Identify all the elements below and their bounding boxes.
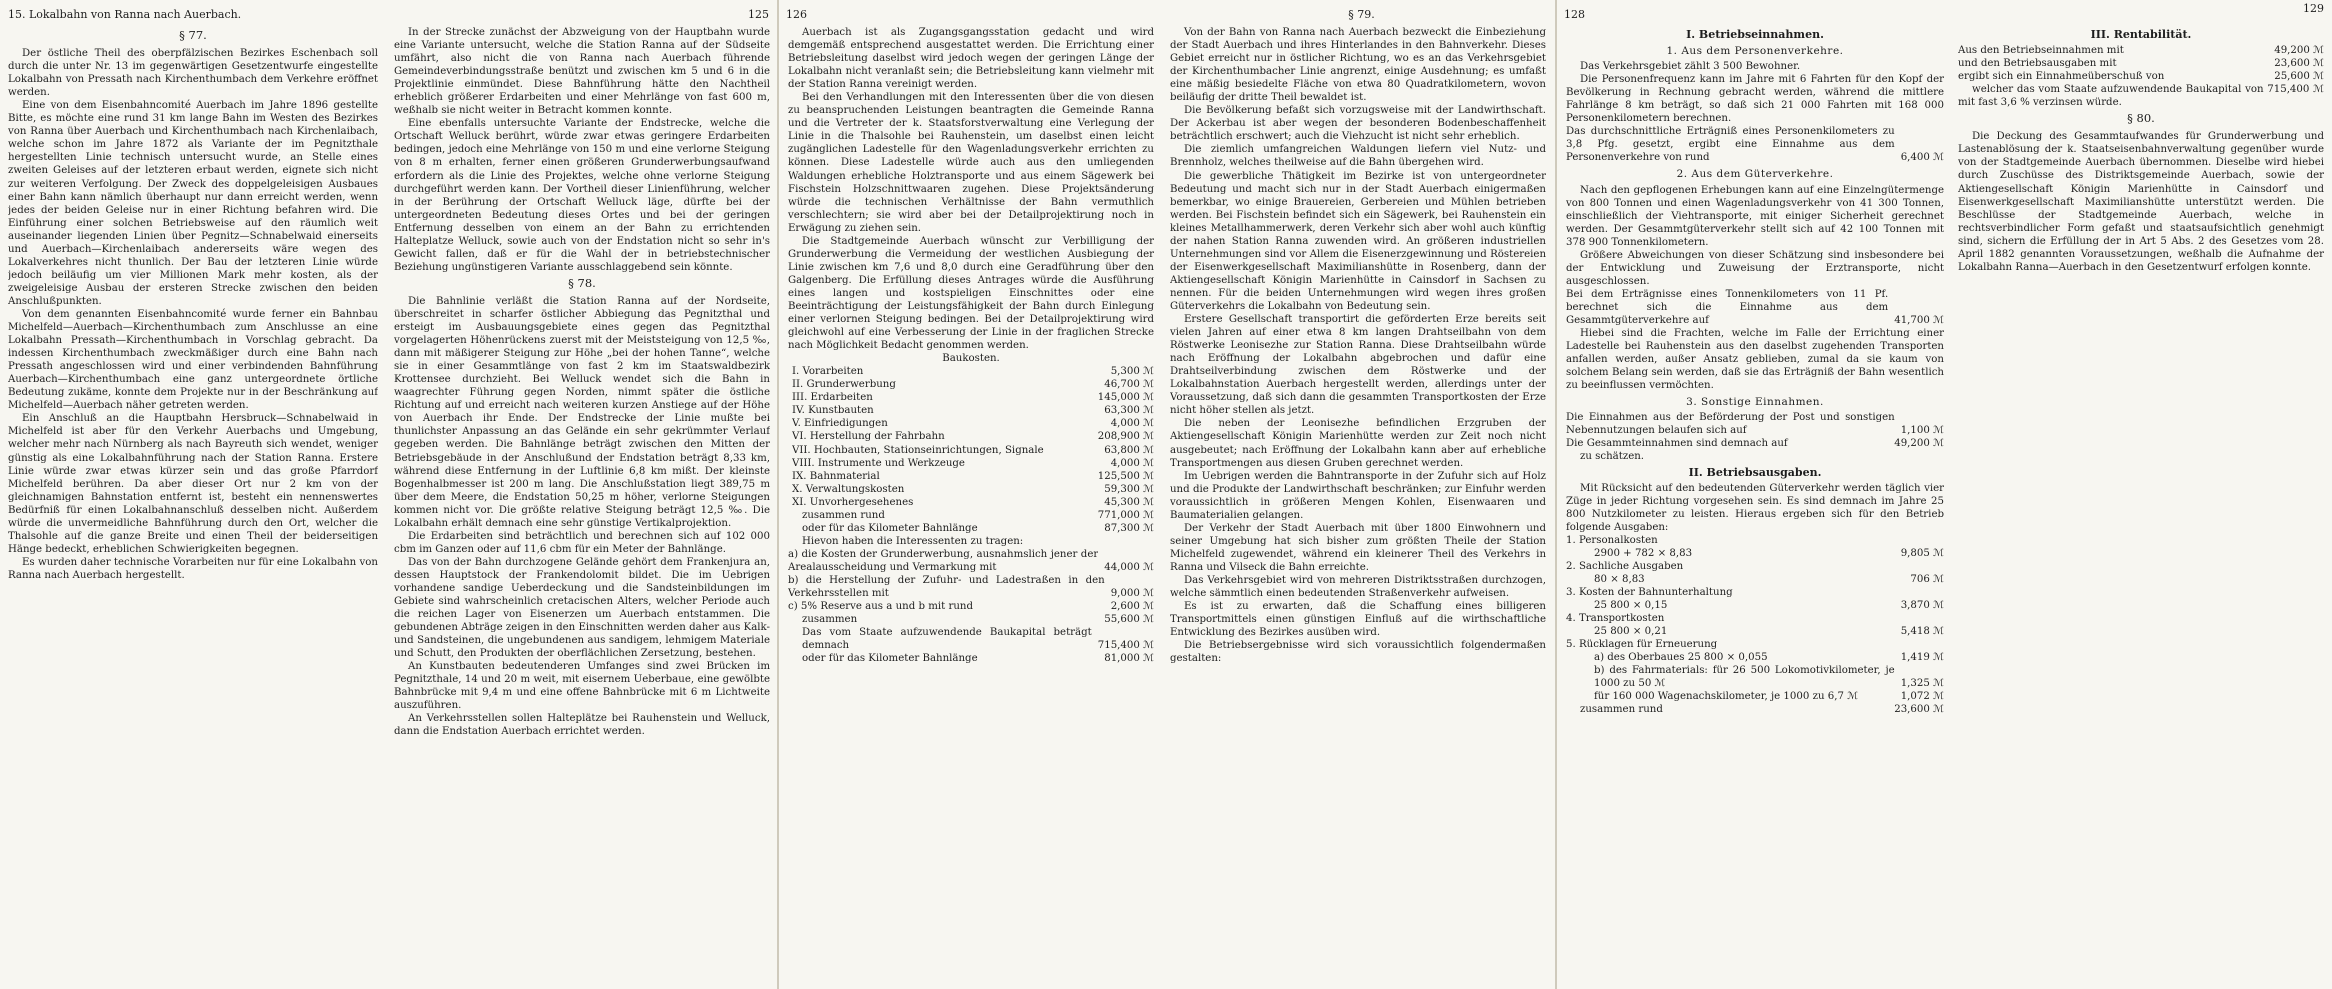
paragraph: zu schätzen. [1580, 451, 1645, 463]
row-label: 80 × 8,83 [1594, 573, 1645, 585]
total-row [788, 652, 1154, 665]
section-heading: I. Betriebseinnahmen. [1686, 28, 1824, 41]
total-row [788, 626, 1154, 652]
cost-amount: 145,000 ℳ [1097, 392, 1154, 404]
paragraph: Die Personenfrequenz kann im Jahre mit 6 Fahrten für den Kopf der Bevölkerung in Rechnung gebracht werden, während die mittlere Fahrlänge 8 km beträgt, so daß sich 21 000 Fahrten mit 168 000 Personenkilometern berechnen. [1566, 74, 1944, 125]
row-label: Bei dem Erträgnisse eines Tonnenkilometers von 11 Pf. berechnet sich die Einnahme aus dem Gesammtgüterverkehre auf [1566, 288, 1889, 326]
row-value: 9,000 ℳ [1110, 588, 1154, 600]
row-label: 25 800 × 0,15 [1594, 599, 1668, 611]
row-label: oder für das Kilometer Bahnlänge [802, 522, 978, 534]
table-caption: Baukosten. [942, 353, 1000, 365]
paragraph: An Kunstbauten bedeutenderen Umfanges sind zwei Brücken im Pegnitzthale, 14 und 20 m weit, mit eisernem Ueberbaue, eine gewölbte Bahnbrücke mit 9,4 m und eine offene Bahnbrücke mit 6 m Lichtweite auszuführen. [394, 661, 770, 712]
row-value: 3,870 ℳ [1900, 599, 1944, 611]
page-header [786, 8, 1547, 24]
paragraph: Die Erdarbeiten sind beträchtlich und berechnen sich auf 102 000 cbm im Ganzen oder auf 11,6 cbm für ein Meter der Bahnlänge. [394, 530, 770, 555]
paragraph: Der östliche Theil des oberpfälzischen Bezirkes Eschenbach soll durch die unter Nr. 13 im gegenwärtigen Gesetzentwurfe eingestellte Lokalbahn von Pressath nach Kirchenthumbach dem Verkehre eröffnet werden. [8, 48, 378, 99]
cost-amount: 63,300 ℳ [1104, 405, 1154, 417]
cost-item: X. Verwaltungskosten [792, 483, 905, 495]
paragraph: Die Bevölkerung befaßt sich vorzugsweise mit der Landwirthschaft. Der Ackerbau ist aber wegen der besonderen Bodenbeschaffenheit beträchtlich erschwert; auch die Viehzucht ist nicht sehr erheblich. [1170, 105, 1546, 143]
cost-row [792, 444, 1154, 457]
amount-row [1566, 651, 1944, 664]
row-value: 23,600 ℳ [2274, 58, 2324, 70]
amount-row [788, 574, 1154, 600]
amount-row [1566, 612, 1944, 625]
total-row [1566, 703, 1944, 716]
amount-row [1566, 625, 1944, 638]
subsection-heading: 2. Aus dem Güterverkehre. [1676, 168, 1834, 181]
total-row [788, 522, 1154, 535]
paragraph: Erstere Gesellschaft transportirt die geförderten Erze bereits seit vielen Jahren auf einer etwa 8 km langen Drahtseilbahn von dem Röstwerke Leonisezhe zur Station Ranna. Diese Drahtseilbahn würde nach Eröffnung der Lokalbahn abgebrochen und dafür eine Drahtseilverbindung zwischen dem Röstwerke und der Lokalbahnstation Auerbach hergestellt werden, allerdings unter der Voraussetzung, daß sich dann die gesammten Transportkosten der Erze nicht höher stellen als jetzt. [1170, 314, 1546, 417]
page-number-corner: 129 [2303, 2, 2324, 15]
cost-amount: 45,300 ℳ [1104, 496, 1154, 508]
cost-amount: 4,000 ℳ [1110, 418, 1154, 430]
row-label: zusammen rund [1580, 704, 1663, 716]
paragraph: Von dem genannten Eisenbahncomité wurde ferner ein Bahnbau Michelfeld—Auerbach—Kirchenthumbach zum Anschlusse an eine Lokalbahn Pressath—Kirchenthumbach in Vorschlag gebracht. Da indessen Kirchenthumbach zweckmäßiger durch eine Bahn nach Pressath angeschlossen wird und einer verbindenden Bahnführung Auerbach—Kirchenthumbach eine ganz untergeordnete örtliche Bedeutung zukäme, konnte dem Projekte nur in der Beschränkung auf Michelfeld—Auerbach näher getreten werden. [8, 308, 378, 412]
cost-item: IV. Kunstbauten [792, 405, 874, 417]
row-value: 1,325 ℳ [1900, 678, 1944, 690]
paragraph: Mit Rücksicht auf den bedeutenden Güterverkehr werden täglich vier Züge in jeder Richtung vorgesehen sein. Es sind demnach im Jahre 25 800 Nutzkilometer zu leisten. Hieraus ergeben sich für den Betrieb folgende Ausgaben: [1566, 482, 1944, 533]
cost-item: VI. Herstellung der Fahrbahn [792, 431, 945, 443]
cost-row [792, 365, 1154, 378]
amount-row [1566, 690, 1944, 703]
amount-row [788, 600, 1154, 613]
row-label: und den Betriebsausgaben mit [1958, 58, 2117, 70]
section-heading: II. Betriebsausgaben. [1688, 465, 1822, 479]
amount-row [1566, 664, 1944, 690]
row-value: 25,600 ℳ [2274, 71, 2324, 83]
amount-row [1566, 411, 1944, 437]
paragraph: Die Stadtgemeinde Auerbach wünscht zur Verbilligung der Grunderwerbung die Vermeidung der westlichen Ausbiegung der Linie zwischen km 7,6 und 8,0 durch eine Geradführung über den Galgenberg. Die Erfüllung dieses Antrages würde die Ausführung eines langen und kostspieligen Einschnittes oder eine Beeinträchtigung der Leistungsfähigkeit der Bahn durch Einlegung einer verlornen Steigung bedingen. Bei der Detailprojektirung wird gleichwohl auf eine Verbesserung der Linie in der fraglichen Strecke nach Möglichkeit Bedacht genommen werden. [788, 235, 1154, 352]
cost-item: II. Grunderwerbung [792, 379, 896, 391]
page-125 [0, 0, 777, 989]
paragraph: Eine von dem Eisenbahncomité Auerbach im Jahre 1896 gestellte Bitte, es möchte eine rund 31 km lange Bahn im Westen des Bezirkes von Ranna über Auerbach und Kirchenthumbach nach Kirchenlaibach, welche schon im Jahre 1872 als Variante der im Pegnitzthale hergestellten Linie technisch untersucht wurde, an Stelle eines zweiten Geleises auf der letzteren erbaut werden, eignete sich nicht zur weiteren Verfolgung. Der Zweck des doppelgeleisigen Ausbaues einer Bahn kann nämlich überhaupt nur dann erreicht werden, wenn jedes der beiden Geleise nur in einer Richtung befahren wird. Die Einführung einer solchen Betriebsweise auf den räumlich weit auseinander liegenden Linien über Pegnitz—Schnabelwaid einerseits und Auerbach—Kirchenlaibach andererseits wäre wegen des Lokalverkehres nicht thunlich. Der Bau der letzteren Linie würde jedoch beiläufig um vier Millionen Mark mehr kosten, als der zweigeleisige Ausbau der ersteren Strecke zwischen den beiden Anschlußpunkten. [8, 100, 378, 307]
row-label: b) die Herstellung der Zufuhr- und Ladestraßen in den Verkehrsstellen mit [788, 574, 1105, 600]
row-label: zusammen [802, 614, 858, 626]
cost-amount: 46,700 ℳ [1104, 379, 1154, 391]
cost-amount: 4,000 ℳ [1110, 457, 1154, 469]
amount-row [1566, 547, 1944, 560]
page-number: 128 [1564, 8, 1585, 21]
amount-row [1566, 125, 1944, 164]
amount-row [1566, 534, 1944, 547]
subsection-heading: 3. Sonstige Einnahmen. [1686, 396, 1824, 409]
paragraph: In der Strecke zunächst der Abzweigung von der Hauptbahn wurde eine Variante untersucht, welche die Station Ranna auf der Südseite umfährt, also nicht die von Ranna nach Auerbach führende Gemeindeverbindungsstraße benützt und zwischen km 5 und 6 in die Projektlinie einmündet. Diese Bahnführung hätte den Nachtheil erheblich größerer Erdarbeiten und einer Mehrlänge von fast 600 m, weßhalb sie nicht weiter in Betracht kommen konnte. [394, 27, 770, 117]
paragraph: Auerbach ist als Zugangsgangsstation gedacht und wird demgemäß entsprechend ausgestattet werden. Die Errichtung einer Betriebsleitung daselbst wird jedoch wegen der geringen Länge der Lokalbahn nicht veranlaßt sein; die Betriebsleitung kann vielmehr mit der Station Ranna vereinigt werden. [788, 27, 1154, 91]
row-value: 41,700 ℳ [1894, 314, 1944, 326]
amount-row [1958, 70, 2324, 83]
row-value: 1,072 ℳ [1900, 691, 1944, 703]
row-value: 715,400 ℳ [1097, 640, 1154, 652]
cost-row [792, 430, 1154, 443]
total-row [788, 509, 1154, 522]
row-label: für 160 000 Wagenachskilometer, je 1000 zu 6,7 ℳ [1594, 691, 1859, 703]
row-label: b) des Fahrmaterials: für 26 500 Lokomotivkilometer, je 1000 zu 50 ℳ [1594, 665, 1895, 690]
cost-row [792, 417, 1154, 430]
row-label: 3. Kosten der Bahnunterhaltung [1566, 586, 1733, 598]
cost-item: VII. Hochbauten, Stationseinrichtungen, Signale [792, 444, 1044, 456]
cost-table [792, 365, 1154, 509]
paragraph: Größere Abweichungen von dieser Schätzung sind insbesondere bei der Entwicklung und Zuweisung der Erztransporte, nicht ausgeschlossen. [1566, 249, 1944, 287]
cost-row [792, 391, 1154, 404]
paragraph: Ein Anschluß an die Hauptbahn Hersbruck—Schnabelwaid in Michelfeld ist aber für den Verkehr Auerbachs und Umgebung, welcher mehr nach Nürnberg als nach Bayreuth sich wendet, weniger günstig als eine Lokalbahnführung nach der Station Ranna. Erstere Linie würde zwar etwas kürzer sein und das große Pfarrdorf Michelfeld berühren. Da aber dieser Ort nur 2 km von der gleichnamigen Bahnstation entfernt ist, besteht ein nennenswertes Bedürfniß für einen Lokalbahnanschluß desselben nicht. Außerdem würde die unvermeidliche Bahnführung durch den Ort, welcher die Thalsohle auf die ganze Breite und einen Theil der beiderseitigen Hänge bedeckt, erheblichen Schwierigkeiten begegnen. [8, 413, 378, 555]
paragraph: Die gewerbliche Thätigkeit im Bezirke ist von untergeordneter Bedeutung und macht sich nur in der Stadt Auerbach einigermaßen bemerkbar, wo einige Brauereien, Gerbereien und Mühlen betrieben werden. Bei Fischstein befindet sich ein Sägewerk, bei Rauhenstein ein kleines Metallhammerwerk, deren Verkehr sich aber wohl auch künftig der nahen Station Ranna zuwenden wird. An größeren industriellen Unternehmungen sind vor Allem die Eisenerzgewinnung und Röstereien der Eisenwerkgesellschaft Maximilianshütte in Rosenberg, dann der Aktiengesellschaft Königin Marienhütte in Cainsdorf in Sachsen zu nennen. Für die beiden Unternehmungen wird wegen ihres großen Güterverkehrs die Lokalbahn von Bedeutung sein. [1170, 170, 1546, 312]
cost-row [792, 470, 1154, 483]
paragraph: Im Uebrigen werden die Bahntransporte in der Zufuhr sich auf Holz und die Produkte der Landwirthschaft beschränken; zur Einfuhr werden voraussichtlich in größeren Mengen Kohlen, Eisenwaaren und Baumaterialien gelangen. [1170, 470, 1546, 521]
row-value: 49,200 ℳ [2274, 45, 2324, 57]
page-126 [778, 0, 1555, 989]
amount-row [1566, 638, 1944, 651]
cost-row [792, 404, 1154, 417]
row-label: zusammen rund [802, 509, 885, 521]
text-column-right [1170, 26, 1546, 983]
cost-item: XI. Unvorhergesehenes [792, 496, 914, 508]
row-label: oder für das Kilometer Bahnlänge [802, 653, 978, 665]
cost-item: I. Vorarbeiten [792, 366, 864, 378]
total-row [788, 613, 1154, 626]
cost-item: V. Einfriedigungen [792, 418, 888, 430]
row-value: 1,419 ℳ [1900, 652, 1944, 664]
row-label: a) des Oberbaues 25 800 × 0,055 [1594, 652, 1768, 664]
subsection-heading: 1. Aus dem Personenverkehre. [1666, 45, 1844, 58]
paragraph: An Verkehrsstellen sollen Halteplätze bei Rauhenstein und Welluck, dann die Endstation Auerbach errichtet werden. [394, 713, 770, 738]
row-label: Das durchschnittliche Erträgniß eines Personenkilometers zu 3,8 Pfg. gesetzt, ergibt eine Einnahme aus dem Personenverkehre von rund [1566, 126, 1895, 164]
cost-amount: 125,500 ℳ [1097, 470, 1154, 482]
row-label: ergibt sich ein Einnahmeüberschuß von [1958, 71, 2165, 83]
paragraph: Das Verkehrsgebiet zählt 3 500 Bewohner. [1580, 61, 1801, 73]
row-label: c) 5% Reserve aus a und b mit rund [788, 601, 973, 613]
amount-row [1566, 288, 1944, 327]
amount-row [1566, 599, 1944, 612]
paragraph: Es wurden daher technische Vorarbeiten nur für eine Lokalbahn von Ranna nach Auerbach hergestellt. [8, 556, 378, 581]
cost-row [792, 483, 1154, 496]
text-column-left [788, 26, 1154, 983]
cost-item: VIII. Instrumente und Werkzeuge [792, 457, 965, 469]
cost-item: IX. Bahnmaterial [792, 470, 880, 482]
paragraph: Der Verkehr der Stadt Auerbach mit über 1800 Einwohnern und seiner Umgebung hat sich bisher zum größten Theile der Station Michelfeld zugewendet, während ein kleinerer Theil des Verkehrs in Ranna und Vilseck die Bahn erreichte. [1170, 522, 1546, 573]
row-label: 5. Rücklagen für Erneuerung [1566, 639, 1718, 651]
running-head: 15. Lokalbahn von Ranna nach Auerbach. [8, 8, 242, 21]
paragraph: Die ziemlich umfangreichen Waldungen liefern viel Nutz- und Brennholz, welches theilweise auf die Bahn übergehen wird. [1170, 144, 1546, 169]
paragraph: welcher das vom Staate aufzuwendende Baukapital von 715,400 ℳ mit fast 3,6 % verzinsen würde. [1958, 84, 2324, 109]
section-heading: § 79. [1348, 8, 1375, 21]
row-value: 6,400 ℳ [1900, 152, 1944, 164]
page-header [8, 8, 769, 24]
cost-item: III. Erdarbeiten [792, 392, 873, 404]
paragraph: Das Verkehrsgebiet wird von mehreren Distriktsstraßen durchzogen, welche sämmtlich einen bedeutenden Straßenverkehr aufweisen. [1170, 574, 1546, 600]
row-value: 44,000 ℳ [1104, 561, 1154, 573]
section-number: § 78. [568, 275, 596, 290]
row-label: 2900 + 782 × 8,83 [1594, 547, 1693, 559]
amount-row [1566, 573, 1944, 586]
row-value: 771,000 ℳ [1097, 509, 1154, 521]
row-label: 4. Transportkosten [1566, 613, 1665, 625]
amount-row [788, 548, 1154, 574]
row-value: 1,100 ℳ [1900, 425, 1944, 437]
cost-row [792, 378, 1154, 391]
row-label: a) die Kosten der Grunderwerbung, ausnahmslich jener der Arealausscheidung und Vermarkung mit [788, 548, 1099, 573]
paragraph: Die Bahnlinie verläßt die Station Ranna auf der Nordseite, überschreitet in scharfer östlicher Abbiegung das Pegnitzthal und ersteigt im Ausbauungsgebiete eines gegen das Pegnitzthal vorgelagerten Höhenrückens zuerst mit der Meiststeigung von 12,5 ‰, dann mit mäßigerer Steigung zur Höhe „bei der hohen Tanne“, welche sie in einer Gesammtlänge von fast 2 km im Staatswaldbezirk Krottensee durchzieht. Bei Welluck wendet sich die Bahn in waagrechter Führung gegen Norden, nimmt später die östliche Richtung auf und erreicht nach weiteren kurzen Anstiege auf der Höhe von Auerbach ihr Ende. Der Endstrecke der Linie mußte bei thunlichster Anpassung an das Gelände ein sehr gekrümmter Verlauf gegeben werden. Die Bahnlänge beträgt zwischen den Mitten der Betriebsgebäude in der Anschlußund der Endstation beträgt 8,33 km, während diese Entfernung in der Luftlinie 6,8 km mißt. Der kleinste Bogenhalbmesser ist 200 m lang. Die Anschlußstation liegt 389,75 m über dem Meere, die Endstation 50,25 m höher, verlorne Steigungen kommen nicht vor. Die größte relative Steigung beträgt 12,5 ‰. Die Lokalbahn erhält demnach eine sehr günstige Vertikalprojektion. [394, 295, 770, 529]
cost-amount: 59,300 ℳ [1104, 483, 1154, 495]
cost-amount: 5,300 ℳ [1110, 366, 1154, 378]
row-value: 706 ℳ [1910, 573, 1944, 585]
section-number: § 77. [179, 28, 207, 42]
paragraph: Die neben der Leonisezhe befindlichen Erzgruben der Aktiengesellschaft Königin Marienhütte werden zur Zeit noch nicht ausgebeutet; nach Eröffnung der Lokalbahn kann aber auf erhebliche Transportmengen aus diesen Gruben gerechnet werden. [1170, 418, 1546, 469]
row-value: 2,600 ℳ [1110, 601, 1154, 613]
cost-row [792, 457, 1154, 470]
page-header [1564, 2, 2324, 24]
amount-row [1958, 44, 2324, 57]
paragraph: Bei den Verhandlungen mit den Interessenten über die von diesen zu beanspruchenden Leistungen beantragten die Gemeinde Ranna und die Vertreter der k. Staatsforstverwaltung eine Verlegung der Linie in die Thalsohle bei Rauhenstein, um daselbst einen leicht zugänglichen Ladestelle für den Wagenladungsverkehr errichten zu können. Diese Ladestelle würde auch aus den umliegenden Waldungen erhebliche Holztransporte und aus einem Sägewerk bei Fischstein Holzschnittwaaren zugehen. Diese Projektsänderung würde die technischen Verhältnisse der Bahn vermuthlich verschlechtern; sie wird aber bei der Detailprojektirung noch in Erwägung zu ziehen sein. [788, 92, 1154, 234]
paragraph: Hiebei sind die Frachten, welche im Falle der Errichtung einer Ladestelle bei Rauhenstein aus den daselbst zugehenden Transporten anfallen werden, außer Ansatz geblieben, zumal da sie kaum von solchem Belang sein werden, daß sie das Erträgniß der Bahn wesentlich zu beeinflussen vermöchten. [1566, 328, 1944, 392]
cost-row [792, 496, 1154, 509]
text-column-left [1566, 26, 1944, 983]
paragraph: Die Deckung des Gesammtaufwandes für Grunderwerbung und Lastenablösung der k. Staatseisenbahnverwaltung gegenüber wurde von der Stadtgemeinde Auerbach übernommen. Dieselbe wird hiebei durch Zuschüsse des Distriktsgemeinde Auerbach, sowie der Aktiengesellschaft Königin Marienhütte in Cainsdorf und Eisenwerkgesellschaft Maximilianshütte unterstützt werden. Die Beschlüsse der Stadtgemeinde Auerbach, welche in rechtsverbindlicher Form gefaßt und staatsaufsichtlich genehmigt sind, sichern die Erfüllung der in Art 5 Abs. 2 des Gesetzes vom 28. April 1882 genannten Voraussetzungen, weßhalb die Aufnahme der Lokalbahn Ranna—Auerbach in den Gesetzentwurf erfolgen konnte. [1958, 131, 2324, 273]
row-value: 81,000 ℳ [1104, 653, 1154, 665]
amount-row [1566, 560, 1944, 573]
row-label: Die Einnahmen aus der Beförderung der Post und sonstigen Nebennutzungen belaufen sich auf [1566, 412, 1895, 437]
text-column-left [8, 26, 378, 983]
cost-amount: 208,900 ℳ [1097, 431, 1154, 443]
row-label: 25 800 × 0,21 [1594, 626, 1668, 638]
cost-amount: 63,800 ℳ [1104, 444, 1154, 456]
section-heading: III. Rentabilität. [2090, 28, 2192, 41]
amount-row [1958, 57, 2324, 70]
row-value: 5,418 ℳ [1900, 626, 1944, 638]
page-128 [1556, 0, 2332, 989]
paragraph: Von der Bahn von Ranna nach Auerbach bezweckt die Einbeziehung der Stadt Auerbach und ihres Hinterlandes in den Bahnverkehr. Dieses Gebiet erreicht nur in östlicher Richtung, wo es an das Verkehrsgebiet der Kirchenthumbacher Linie angrenzt, einige Ausdehnung; es umfaßt eine mäßig besiedelte Fläche von etwa 80 Quadratkilometern, wovon beiläufig der dritte Theil bewaldet ist. [1170, 27, 1546, 104]
paragraph: Das von der Bahn durchzogene Gelände gehört dem Frankenjura an, dessen Hauptstock der Frankendolomit bildet. Die im Uebrigen vorhandene sandige Ueberdeckung und die Sandsteinbildungen im Gebiete sind wahrscheinlich cretacischen Alters, welcher Periode auch die reichen Lager von Eisenerzen um Auerbach entstammen. Die gebundenen Abträge zeigen in den Einschnitten werden daher aus Kalk- und Sandsteinen, die ungebundenen aus sandigem, lehmigem Materiale und Schutt, den Produkten der oberflächlichen Zersetzung, bestehen. [394, 556, 770, 660]
amount-row [1566, 586, 1944, 599]
page-number: 126 [786, 8, 807, 21]
row-value: 23,600 ℳ [1894, 704, 1944, 716]
row-label: Aus den Betriebseinnahmen mit [1958, 45, 2124, 57]
paragraph: Es ist zu erwarten, daß die Schaffung eines billigeren Transportmittels einen günstigen Einfluß auf die wirthschaftliche Entwicklung des Bezirkes ausüben wird. [1170, 601, 1546, 639]
paragraph: Die Betriebsergebnisse wird sich voraussichtlich folgendermaßen gestalten: [1170, 640, 1546, 665]
paragraph: Eine ebenfalls untersuchte Variante der Endstrecke, welche die Ortschaft Welluck berührt, würde zwar etwas geringere Erdarbeiten bedingen, jedoch eine Mehrlänge von 150 m und eine verlorne Steigung von 8 m erhalten, ferner einen größeren Grunderwerbungsaufwand erfordern als die Linie des Projektes, welche ohne verlorne Steigung durchgeführt werden kann. Der Vortheil dieser Linienführung, welcher in der Berührung der Ortschaft Welluck läge, dürfte bei der untergeordneten Bedeutung dieses Ortes und bei der geringen Entfernung desselben von einem an der Bahn zu errichtenden Halteplatze Welluck, sowie auch von der Endstation nicht so sehr in's Gewicht fallen, daß er für die Wahl der in betriebstechnischer Beziehung ungünstigeren Variante ausschlaggebend sein könnte. [394, 118, 770, 273]
row-label: Die Gesammteinnahmen sind demnach auf [1566, 438, 1788, 450]
row-value: 9,805 ℳ [1900, 547, 1944, 559]
text-column-right [1958, 26, 2324, 983]
row-value: 55,600 ℳ [1104, 614, 1154, 626]
section-number: § 80. [2127, 111, 2155, 126]
row-label: Das vom Staate aufzuwendende Baukapital beträgt demnach [802, 627, 1092, 652]
text-column-right [394, 26, 770, 983]
row-label: 2. Sachliche Ausgaben [1566, 560, 1684, 572]
row-label: 1. Personalkosten [1566, 534, 1658, 546]
paragraph: Hievon haben die Interessenten zu tragen: [802, 535, 1024, 547]
page-number: 125 [748, 8, 769, 21]
row-value: 49,200 ℳ [1894, 438, 1944, 450]
row-value: 87,300 ℳ [1104, 522, 1154, 534]
amount-row [1566, 437, 1944, 450]
paragraph: Nach den gepflogenen Erhebungen kann auf eine Einzelngütermenge von 800 Tonnen und einen Wagenladungsverkehr von 41 300 Tonnen, einschließlich der Viehtransporte, mit einiger Sicherheit gerechnet werden. Der Gesammtgüterverkehr stellt sich auf 42 100 Tonnen mit 378 900 Tonnenkilometern. [1566, 184, 1944, 248]
